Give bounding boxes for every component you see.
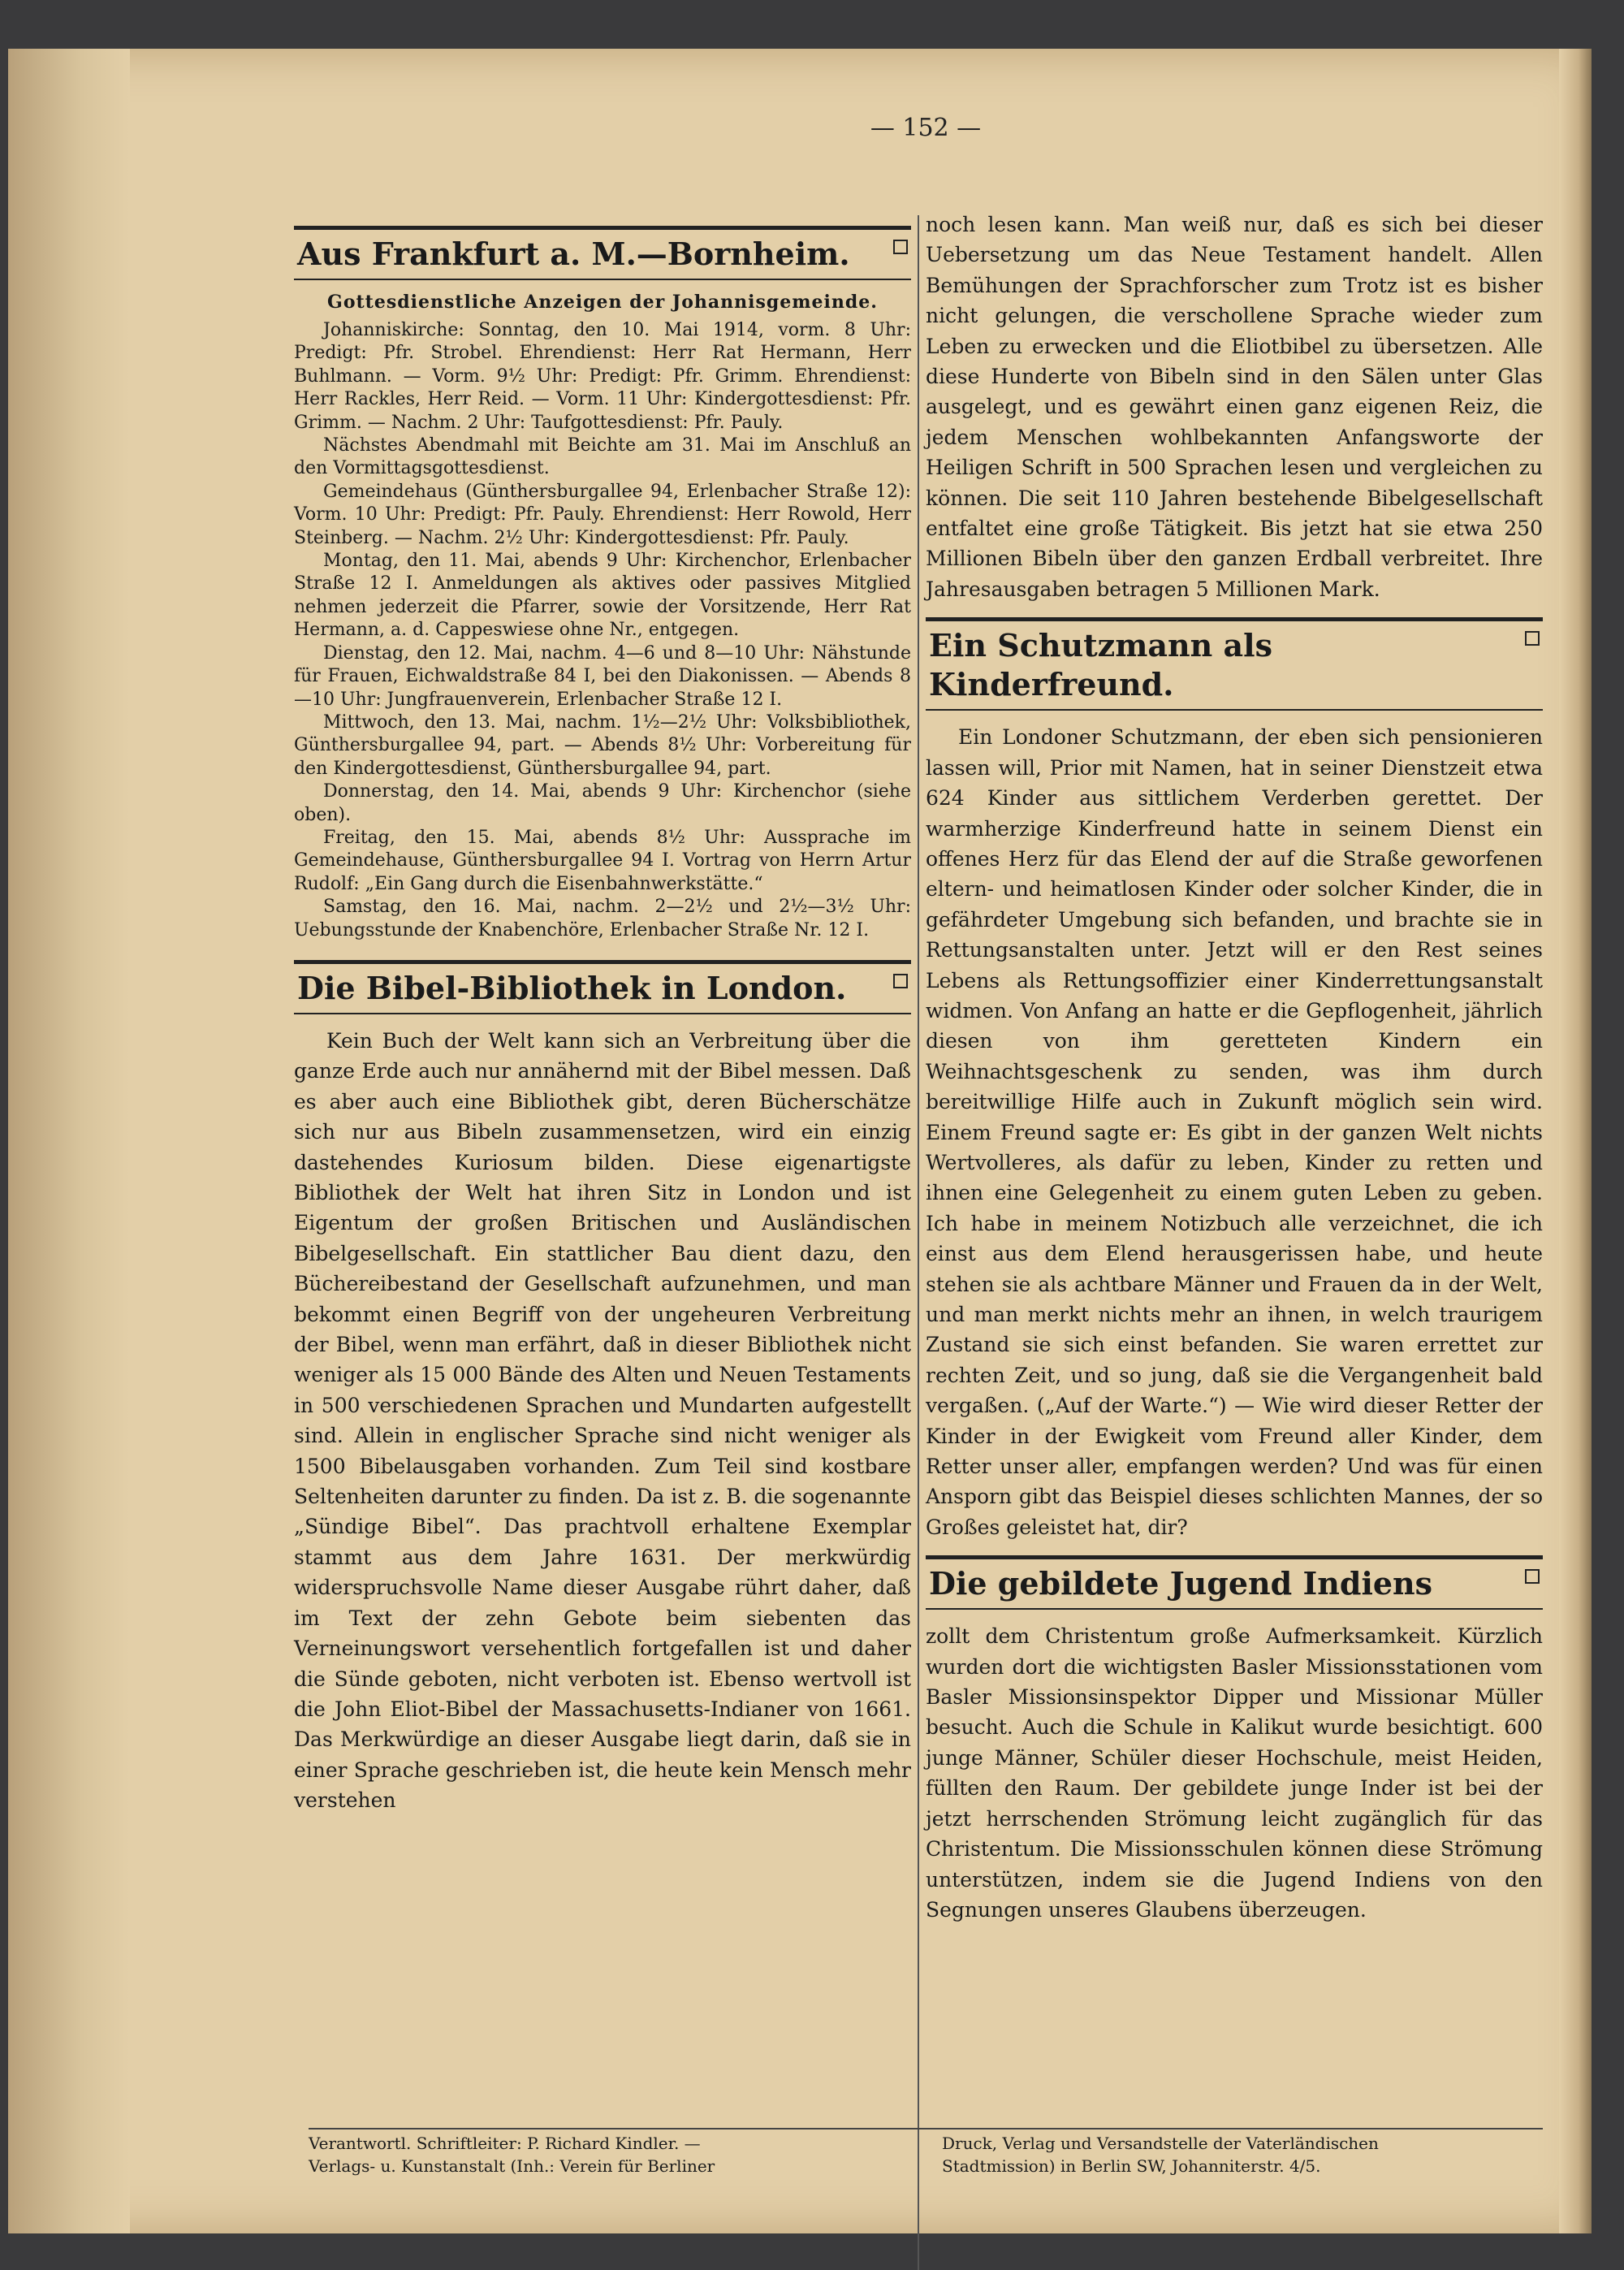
article-policeman-heading: [926, 617, 1543, 711]
article-frankfurt-subtitle: Gottesdienstliche Anzeigen der Johannisgemeinde.: [327, 292, 878, 313]
paragraph: Kein Buch der Welt kann sich an Verbreitung über die ganze Erde auch nur annähernd mit der Bibel messen. Daß es aber auch eine Bibliothek gibt, deren Bücherschätze sich nur aus Bibeln zusammensetzen, wird ein einzig dastehendes Kuriosum bilden. Diese eigenartigste Bibliothek der Welt hat ihren Sitz in London und ist Eigentum der großen Britischen und Ausländischen Bibelgesellschaft. Ein stattlicher Bau dient dazu, den Büchereibestand der Gesellschaft aufzunehmen, und man bekommt einen Begriff von der ungeheuren Verbreitung der Bibel, wenn man erfährt, daß in dieser Bibliothek nicht weniger als 15 000 Bände des Alten und Neuen Testaments in 500 verschiedenen Sprachen und Mundarten aufgestellt sind. Allein in englischer Sprache sind nicht weniger als 1500 Bibelausgaben vorhanden. Zum Teil sind kostbare Seltenheiten darunter zu finden. Da ist z. B. die sogenannte „Sündige Bibel“. Das prachtvoll erhaltene Exemplar stammt aus dem Jahre 1631. Der merkwürdig widerspruchsvolle Name dieser Ausgabe rührt daher, daß im Text der zehn Gebote beim siebenten das Verneinungswort versehentlich fortgefallen ist und daher die Sünde geboten, nicht verboten ist. Ebenso wertvoll ist die John Eliot-Bibel der Massachusetts-Indianer von 1661. Das Merkwürdige an dieser Ausgabe liegt darin, daß sie in einer Sprache geschrieben ist, die heute kein Mensch mehr verstehen: [294, 1028, 911, 1813]
article-bible-library-continuation: [926, 210, 1543, 604]
paragraph: Montag, den 11. Mai, abends 9 Uhr: Kirchenchor, Erlenbacher Straße 12 I. Anmeldungen als aktives oder passives Mitglied nehmen jederzeit die Pfarrer, sowie der Vorsitzende, Herr Rat Hermann, a. d. Cappeswiese ohne Nr., entgegen.: [294, 551, 911, 641]
imprint-line: Verlags- u. Kunstanstalt (Inh.: Verein für Berliner: [309, 2156, 715, 2176]
imprint-line: Stadtmission) in Berlin SW, Johanniterstr. 4/5.: [942, 2156, 1321, 2176]
footer-rule: [309, 2128, 1543, 2129]
page-number: — 152 —: [870, 114, 982, 142]
paragraph: Ein Londoner Schutzmann, der eben sich pensionieren lassen will, Prior mit Namen, hat in seiner Dienstzeit etwa 624 Kinder aus sittlichem Verderben gerettet. Der warmherzige Kinderfreund hatte in seinem Dienst ein offenes Herz für das Elend der auf die Straße geworfenen eltern- und heimatlosen Kinder oder solcher Kinder, die in gefährdeter Umgebung sich befanden, und brachte sie in Rettungsanstalten unter. Jetzt will er den Rest seines Lebens als Rettungsoffizier einer Kinderrettungsanstalt widmen. Von Anfang an hatte er die Gepflogenheit, jährlich diesen von ihm geretteten Kindern ein Weihnachtsgeschenk zu senden, was ihm durch bereitwillige Hilfe auch in Zukunft möglich sein wird. Einem Freund sagte er: Es gibt in der ganzen Welt nichts Wertvolleres, als dafür zu leben, Kinder zu retten und ihnen eine Gelegenheit zu einem guten Leben zu geben. Ich habe in meinem Notizbuch alle verzeichnet, die ich einst aus dem Elend herausgerissen habe, und heute stehen sie als achtbare Männer und Frauen da in der Welt, und man merkt nichts mehr an ihnen, in welch traurigem Zustand sie sich einst befanden. Sie waren errettet zur rechten Zeit, und so jung, daß sie die Vergangenheit bald vergaßen. („Auf der Warte.“) — Wie wird dieser Retter der Kinder in der Ewigkeit vom Freund aller Kinder, dem Retter unser aller, empfangen werden? Und was für einen Ansporn gibt das Beispiel dieses schlichten Mannes, der so Großes geleistet hat, dir?: [926, 725, 1543, 1539]
article-india-heading: [926, 1555, 1543, 1610]
imprint-left: [309, 2132, 926, 2177]
paragraph: Dienstag, den 12. Mai, nachm. 4—6 und 8—10 Uhr: Nähstunde für Frauen, Eichwaldstraße 84 I, bei den Diakonissen. — Abends 8—10 Uhr: Jungfrauenverein, Erlenbacher Straße 12 I.: [294, 642, 911, 710]
paragraph: Johanniskirche: Sonntag, den 10. Mai 1914, vorm. 8 Uhr: Predigt: Pfr. Strobel. Ehrendienst: Herr Rat Hermann, Herr Buhlmann. — Vorm. 9½ Uhr: Predigt: Pfr. Grimm. Ehrendienst: Herr Rackles, Herr Reid. — Vorm. 11 Uhr: Kindergottesdienst: Pfr. Grimm. — Nachm. 2 Uhr: Taufgottesdienst: Pfr. Pauly.: [294, 320, 911, 433]
paragraph: Gemeindehaus (Günthersburgallee 94, Erlenbacher Straße 12): Vorm. 10 Uhr: Predigt: Pfr. Pauly. Ehrendienst: Herr Rowold, Herr Steinberg. — Nachm. 2½ Uhr: Kindergottesdienst: Pfr. Pauly.: [294, 481, 911, 548]
left-column: [294, 219, 911, 1816]
square-ornament-icon: [1525, 1569, 1540, 1584]
square-ornament-icon: [893, 974, 908, 988]
imprint-line: Verantwortl. Schriftleiter: P. Richard Kindler. —: [309, 2134, 701, 2153]
article-bible-library-heading: [294, 960, 911, 1014]
paragraph: zollt dem Christentum große Aufmerksamkeit. Kürzlich wurden dort die wichtigsten Basler Missionsstationen vom Basler Missionsinspektor Dipper und Missionar Müller besucht. Auch die Schule in Kalikut wurde besichtigt. 600 junge Männer, Schüler dieser Hochschule, meist Heiden, füllten den Raum. Der gebildete junge Inder ist bei der jetzt herrschenden Strömung leicht zugänglich für das Christentum. Die Missionsschulen können diese Strömung unterstützen, indem sie die Jugend Indiens von den Segnungen unseres Glaubens überzeugen.: [926, 1624, 1543, 1922]
paragraph: Mittwoch, den 13. Mai, nachm. 1½—2½ Uhr: Volksbibliothek, Günthersburgallee 94, part. — Abends 8½ Uhr: Vorbereitung für den Kindergottesdienst, Günthersburgallee 94, part.: [294, 711, 911, 779]
paragraph: Samstag, den 16. Mai, nachm. 2—2½ und 2½—3½ Uhr: Uebungsstunde der Knabenchöre, Erlenbacher Straße Nr. 12 I.: [294, 897, 911, 940]
book-spine-shadow: [8, 49, 130, 2233]
page-edge: [1559, 49, 1592, 2233]
article-bible-library-title: Die Bibel-Bibliothek in London.: [297, 969, 847, 1006]
paragraph: Nächstes Abendmahl mit Beichte am 31. Mai im Anschluß an den Vormittagsgottesdienst.: [294, 435, 911, 479]
article-india-title: Die gebildete Jugend Indiens: [929, 1565, 1433, 1602]
article-policeman-title: Ein Schutzmann als Kinderfreund.: [929, 627, 1272, 703]
article-bible-library-body: [294, 1026, 911, 1816]
paragraph: Donnerstag, den 14. Mai, abends 9 Uhr: Kirchenchor (siehe oben).: [294, 781, 911, 825]
square-ornament-icon: [893, 240, 908, 254]
article-frankfurt-heading: [294, 226, 911, 280]
paragraph: Freitag, den 15. Mai, abends 8½ Uhr: Aussprache im Gemeindehause, Günthersburgallee 94 I. Vortrag von Herrn Artur Rudolf: „Ein Gang durch die Eisenbahnwerkstätte.“: [294, 827, 911, 894]
article-india-body: [926, 1621, 1543, 1925]
article-frankfurt-body: [294, 319, 911, 942]
imprint-line: Druck, Verlag und Versandstelle der Vaterländischen: [942, 2134, 1379, 2153]
article-policeman-body: [926, 722, 1543, 1542]
imprint-right: [942, 2132, 1543, 2177]
right-column: [926, 210, 1543, 1925]
square-ornament-icon: [1525, 631, 1540, 646]
column-divider: [918, 215, 919, 2270]
paragraph: noch lesen kann. Man weiß nur, daß es sich bei dieser Uebersetzung um das Neue Testament handelt. Allen Bemühungen der Sprachforscher zum Trotz ist es bisher nicht gelungen, die verschollene Sprache wieder zum Leben zu erwecken und die Eliotbibel zu übersetzen. Alle diese Hunderte von Bibeln sind in den Sälen unter Glas ausgelegt, und es gewährt einen ganz eigenen Reiz, die jedem Menschen wohlbekannten Anfangsworte der Heiligen Schrift in 500 Sprachen lesen und vergleichen zu können. Die seit 110 Jahren bestehende Bibelgesellschaft entfaltet eine große Tätigkeit. Bis jetzt hat sie etwa 250 Millionen Bibeln über den ganzen Erdball verbreitet. Ihre Jahresausgaben betragen 5 Millionen Mark.: [926, 213, 1543, 601]
article-frankfurt-title: Aus Frankfurt a. M.—Bornheim.: [297, 236, 850, 272]
